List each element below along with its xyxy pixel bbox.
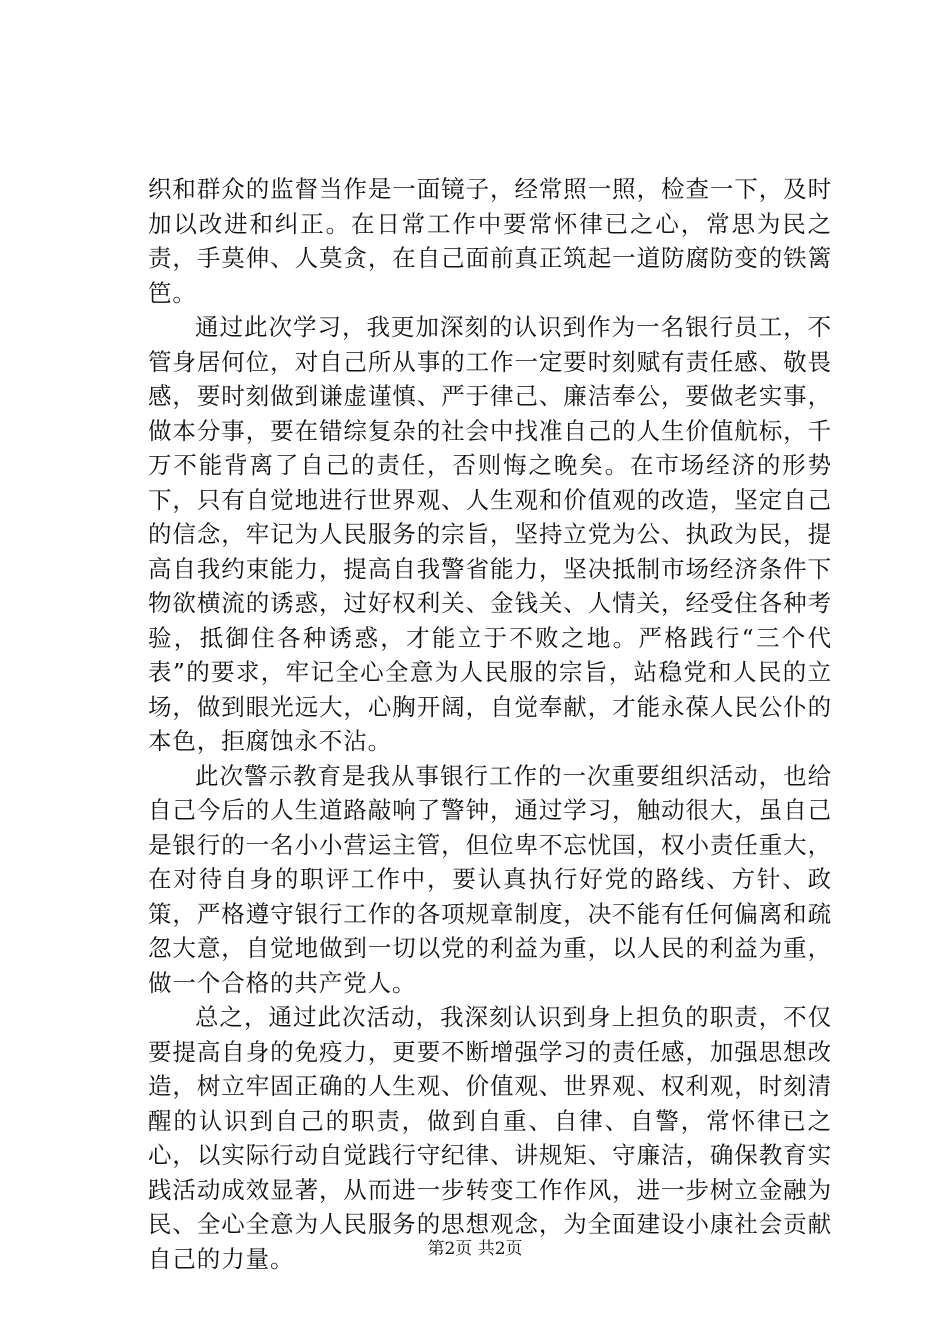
paragraph-study-reflection: 通过此次学习，我更加深刻的认识到作为一名银行员工，不管身居何位，对自己所从事的工作一定要时刻赋有责任感、敬畏感，要时刻做到谦虚谨慎、严于律己、廉洁奉公，要做老实事，做本分事，要在错综复杂的社会中找准自己的人生价值航标，千万不能背离了自己的责任，否则悔之晚矣。在市场经济的形势下，只有自觉地进行世界观、人生观和价值观的改造，坚定自己的信念，牢记为人民服务的宗旨，坚持立党为公、执政为民，提高自我约束能力，提高自我警省能力，坚决抵制市场经济条件下物欲横流的诱惑，过好权利关、金钱关、人情关，经受住各种考验，抵御住各种诱惑，才能立于不败之地。严格践行“三个代表”的要求，牢记全心全意为人民服的宗旨，站稳党和人民的立场，做到眼光远大，心胸开阔，自觉奉献，才能永葆人民公仆的本色，拒腐蚀永不沾。 [148, 313, 832, 755]
page-number-footer: 第2页 共2页 [427, 1239, 523, 1259]
paragraph-continuation: 织和群众的监督当作是一面镜子，经常照一照，检查一下，及时加以改进和纠正。在日常工作中要常怀律已之心，常思为民之责，手莫伸、人莫贪，在自己面前真正筑起一道防腐防变的铁篱笆。 [148, 175, 832, 307]
paragraph-warning-education: 此次警示教育是我从事银行工作的一次重要组织活动，也给自己今后的人生道路敲响了警钟，通过学习，触动很大，虽自己是银行的一名小小营运主管，但位卑不忘忧国，权小责任重大，在对待自身的职评工作中，要认真执行好党的路线、方针、政策，严格遵守银行工作的各项规章制度，决不能有任何偏离和疏忽大意，自觉地做到一切以党的利益为重，以人民的利益为重，做一个合格的共产党人。 [148, 761, 832, 997]
document-body [148, 172, 832, 1276]
paragraph-conclusion: 总之，通过此次活动，我深刻认识到身上担负的职责，不仅要提高自身的免疫力，更要不断增强学习的责任感，加强思想改造，树立牢固正确的人生观、价值观、世界观、权利观，时刻清醒的认识到自己的职责，做到自重、自律、自警，常怀律已之心，以实际行动自觉践行守纪律、讲规矩、守廉洁，确保教育实践活动成效显著，从而进一步转变工作作风，进一步树立金融为民、全心全意为人民服务的思想观念，为全面建设小康社会贡献自己的力量。 [148, 1003, 832, 1273]
